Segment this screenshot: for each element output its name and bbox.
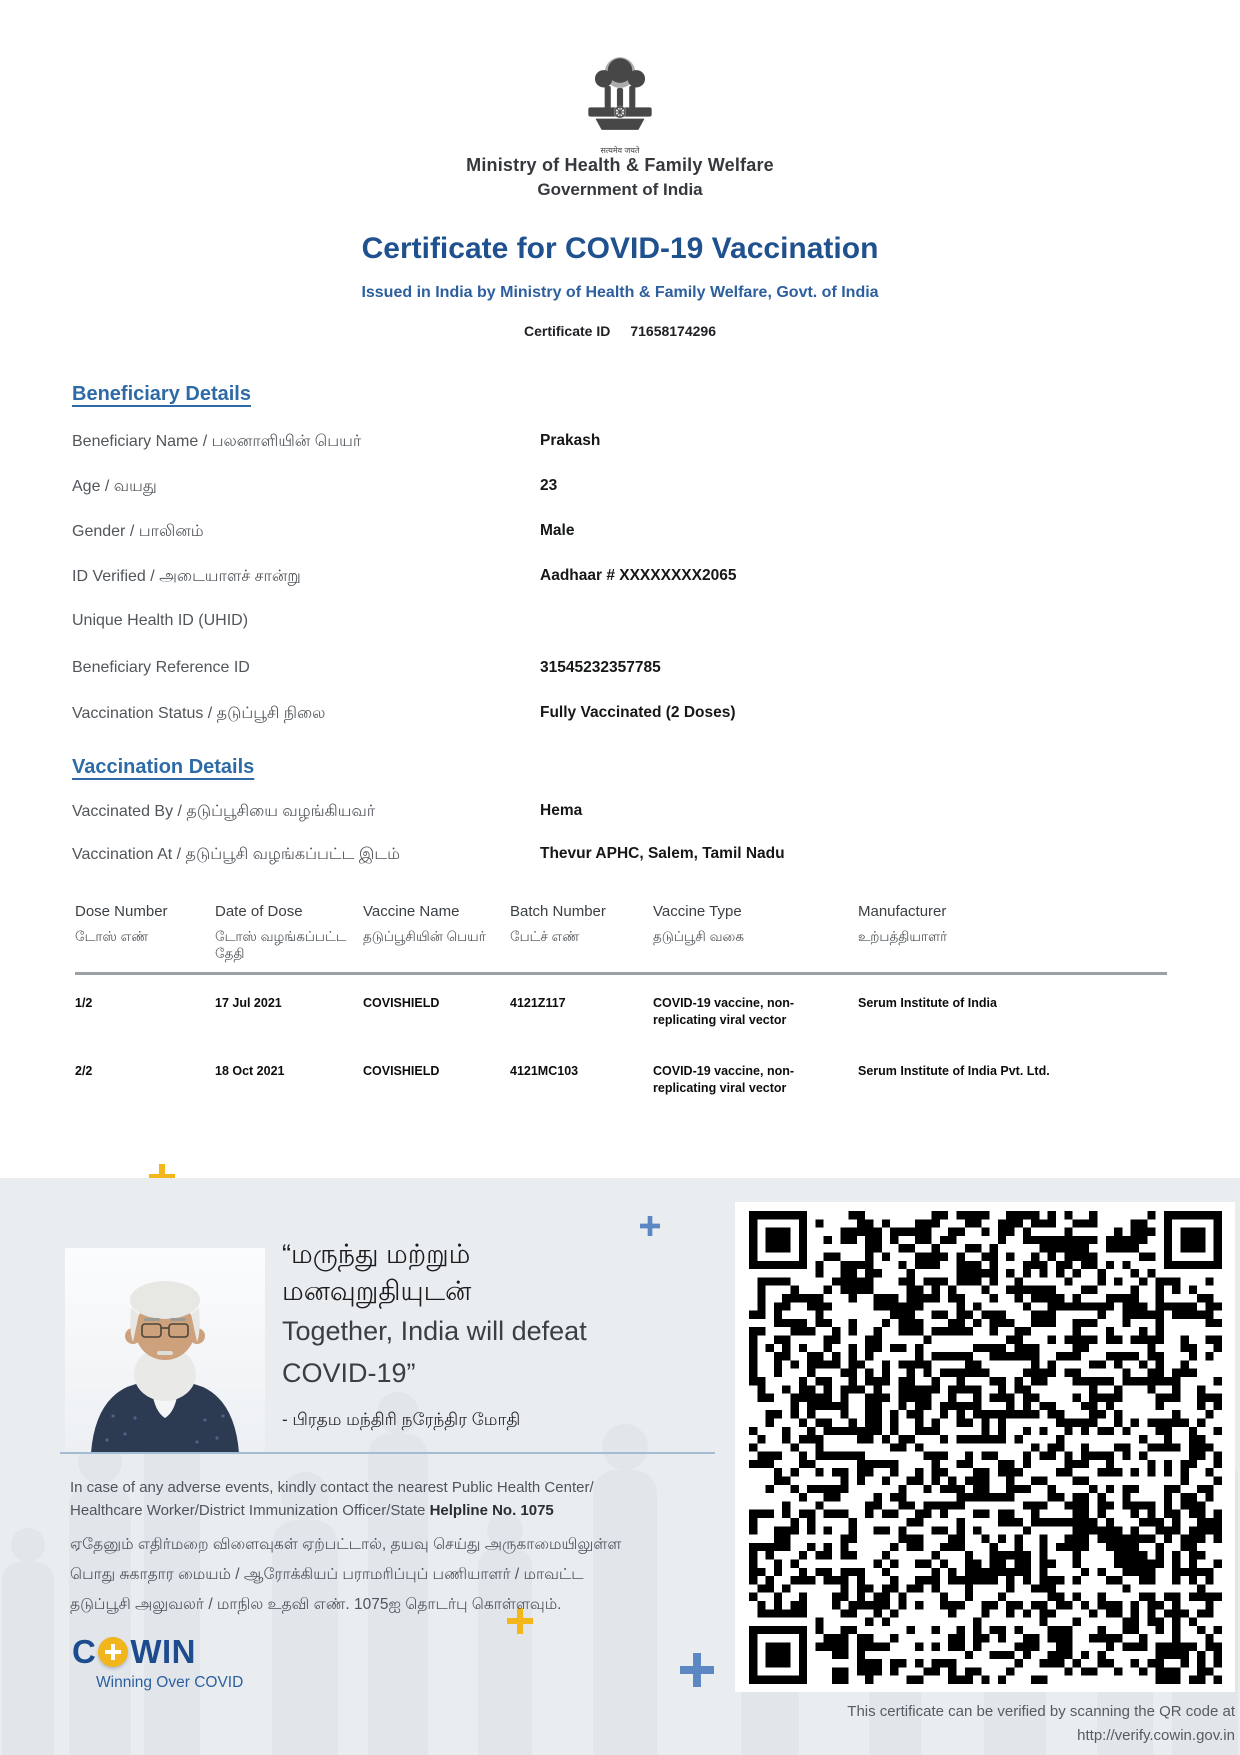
table-header-date-of-dose: Date of Dose டோஸ் வழங்கப்பட்ட தேதி	[215, 903, 347, 961]
cowin-logo-c: C	[72, 1633, 97, 1670]
section-beneficiary-details: Beneficiary Details	[72, 383, 251, 405]
field-value: 31545232357785	[540, 659, 661, 676]
field-label: Beneficiary Reference ID	[72, 659, 250, 676]
plus-decoration-blue-icon	[640, 1216, 660, 1236]
table-cell: COVISHIELD	[363, 996, 440, 1010]
field-value: Fully Vaccinated (2 Doses)	[540, 704, 736, 721]
table-cell: 2/2	[75, 1064, 93, 1078]
ashoka-lion-capital-icon	[574, 42, 666, 138]
verify-url[interactable]: http://verify.cowin.gov.in	[1077, 1727, 1235, 1744]
field-value: Hema	[540, 802, 583, 819]
field-label: Vaccinated By / தடுப்பூசியை வழங்கியவர்	[72, 803, 376, 820]
field-label: Unique Health ID (UHID)	[72, 612, 249, 629]
field-label: Vaccination Status / தடுப்பூசி நிலை	[72, 705, 326, 722]
government-name: Government of India	[537, 180, 703, 199]
adverse-events-text-english: In case of any adverse events, kindly contact the nearest Public Health Center/ Healthcare Worker/District Immunization Officer/State Helpline No. 1075	[70, 1479, 594, 1519]
adverse-events-text-tamil: ஏதேனும் எதிர்மறை விளைவுகள் ஏற்பட்டால், தயவு செய்து அருகாமையிலுள்ள பொது சுகாதார மையம் / ஆரோக்கியப் பராமரிப்புப் பணியாளர் / மாவட்ட தடுப்பூசி அலுவலர் / மாநில உதவி எண். 1075ஐ தொடர்பு கொள்ளவும்.	[70, 1536, 622, 1613]
table-cell: COVID-19 vaccine, non-replicating viral vector	[653, 1064, 795, 1095]
table-header-vaccine-name: Vaccine Name தடுப்பூசியின் பெயர்	[363, 903, 486, 944]
cowin-logo	[72, 1633, 243, 1692]
plus-decoration-blue-icon	[680, 1653, 714, 1687]
ministry-name: Ministry of Health & Family Welfare	[466, 155, 774, 175]
india-emblem-icon	[0, 42, 1240, 156]
field-label: Age / வயது	[72, 478, 157, 495]
field-value: Male	[540, 522, 575, 539]
quote-tamil: “மருந்து மற்றும் மனவுறுதியுடன்	[282, 1239, 472, 1306]
footer-band	[0, 1178, 1240, 1755]
table-cell: 4121Z117	[510, 996, 566, 1010]
field-label: Beneficiary Name / பலனாளியின் பெயர்	[72, 433, 362, 450]
table-cell: COVID-19 vaccine, non-replicating viral vector	[653, 996, 795, 1027]
field-label: Vaccination At / தடுப்பூசி வழங்கப்பட்ட இடம்	[72, 846, 400, 863]
certificate-id-value: 71658174296	[630, 323, 716, 339]
table-cell: COVISHIELD	[363, 1064, 440, 1078]
field-value: Prakash	[540, 432, 601, 449]
field-value: 23	[540, 477, 558, 494]
cowin-logo-win: WIN	[130, 1633, 196, 1670]
dose-table	[75, 903, 1167, 1097]
table-cell: 4121MC103	[510, 1064, 579, 1078]
verify-note	[847, 1700, 1235, 1748]
field-value: Aadhaar # XXXXXXXX2065	[540, 567, 737, 584]
table-header-batch-number: Batch Number பேட்ச் எண்	[510, 903, 606, 944]
table-cell: Serum Institute of India Pvt. Ltd.	[858, 1064, 1050, 1078]
certificate-id	[0, 323, 1240, 339]
table-header-manufacturer: Manufacturer உற்பத்தியாளர்	[858, 903, 948, 944]
certificate-id-label: Certificate ID	[523, 323, 611, 339]
table-cell: 18 Oct 2021	[215, 1064, 285, 1078]
pm-modi-photo	[65, 1248, 265, 1453]
quote-english-line1: Together, India will defeat	[282, 1316, 587, 1346]
helpline-number: Helpline No. 1075	[429, 1502, 554, 1519]
qr-code-pattern	[749, 1211, 1222, 1684]
qr-code	[735, 1202, 1235, 1692]
quote-english-line2: COVID-19”	[282, 1358, 416, 1388]
emblem-motto: सत्यमेव जयते	[600, 146, 640, 155]
table-cell: 17 Jul 2021	[215, 996, 282, 1010]
table-cell: 1/2	[75, 996, 93, 1010]
field-label: ID Verified / அடையாளச் சான்று	[72, 568, 301, 585]
quote-attribution: - பிரதம மந்திரி நரேந்திர மோதி	[282, 1410, 521, 1429]
cowin-tagline: Winning Over COVID	[96, 1674, 244, 1691]
quote-divider	[60, 1452, 715, 1454]
cowin-plus-icon	[98, 1637, 128, 1667]
table-cell: Serum Institute of India	[858, 996, 997, 1010]
field-value: Thevur APHC, Salem, Tamil Nadu	[540, 845, 785, 862]
certificate-subtitle: Issued in India by Ministry of Health & Family Welfare, Govt. of India	[361, 284, 879, 301]
table-header-dose-number: Dose Number டோஸ் எண்	[75, 903, 168, 944]
table-header-vaccine-type: Vaccine Type தடுப்பூசி வகை	[653, 903, 744, 944]
certificate-title: Certificate for COVID-19 Vaccination	[361, 232, 879, 265]
section-vaccination-details: Vaccination Details	[72, 756, 255, 778]
verify-text: This certificate can be verified by scanning the QR code at	[847, 1703, 1235, 1720]
field-label: Gender / பாலினம்	[72, 523, 204, 540]
